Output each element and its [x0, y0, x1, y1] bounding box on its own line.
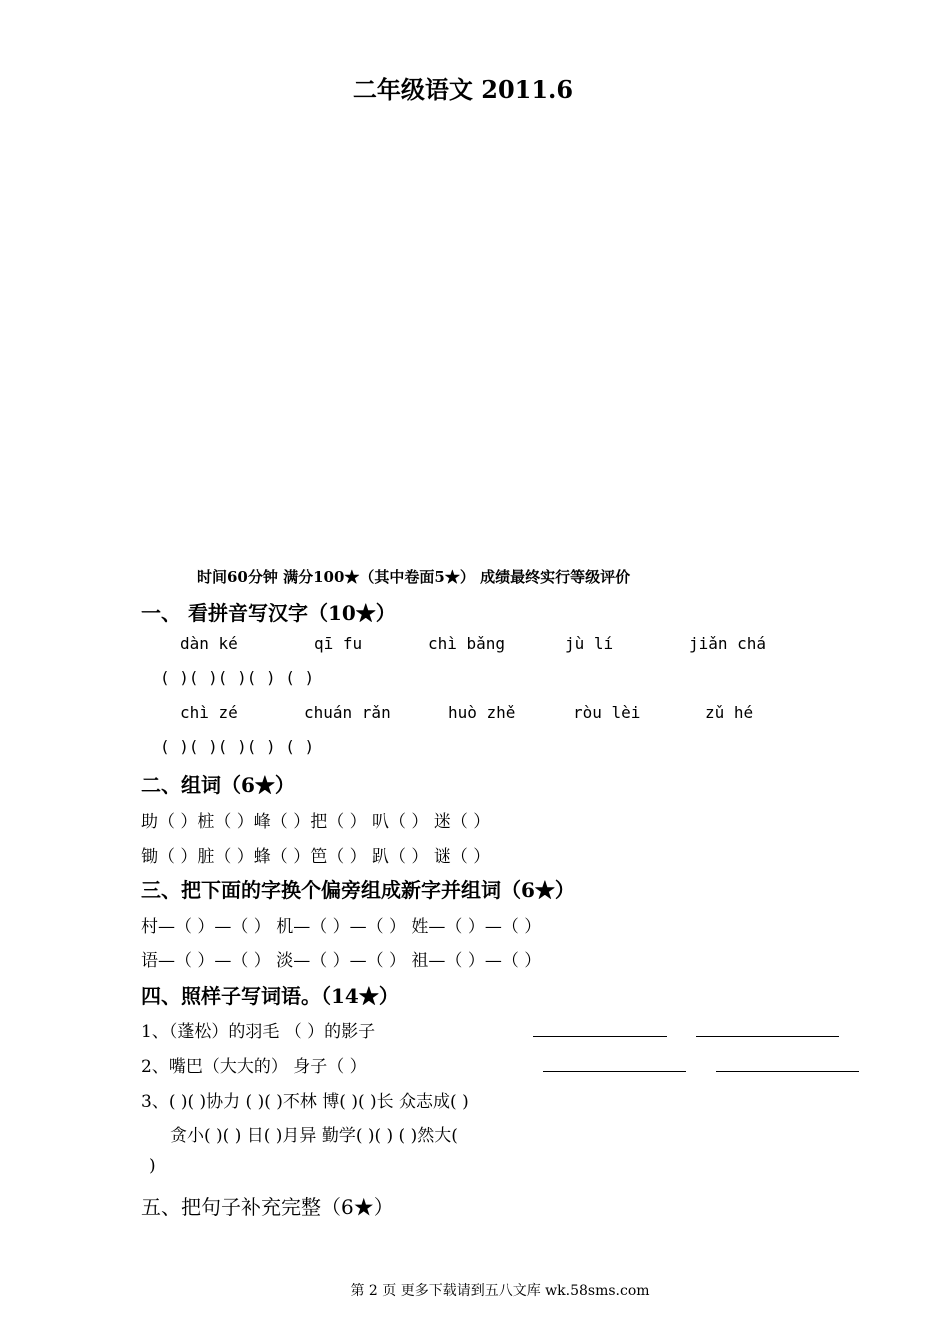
section-5-heading: 五、把句子补充完整（6★）: [141, 1195, 394, 1219]
example-row[interactable]: 1、（蓬松）的羽毛 （ ）的影子: [141, 1022, 376, 1042]
radical-row[interactable]: 村—（ ）—（ ） 机—（ ）—（ ） 姓—（ ）—（ ）: [141, 917, 542, 937]
answer-line[interactable]: [533, 1036, 667, 1037]
idiom-row[interactable]: 贪小( )( ) 日( )月异 勤学( )( ) ( )然大(: [170, 1126, 458, 1146]
pinyin-item: chì bǎng: [428, 634, 506, 653]
section-4-heading: 四、照样子写词语。（14★）: [141, 984, 399, 1008]
pinyin-item: huò zhě: [448, 703, 516, 722]
page-footer: 第 2 页 更多下载请到五八文库 wk.58sms.com: [350, 1283, 650, 1299]
answer-line[interactable]: [543, 1071, 686, 1072]
exam-info: 时间60分钟 满分100★（其中卷面5★） 成绩最终实行等级评价: [197, 568, 631, 586]
idiom-row-continuation: ): [149, 1156, 156, 1176]
idiom-row[interactable]: 3、( )( )协力 ( )( )不林 博( )( )长 众志成( ): [141, 1092, 469, 1112]
word-group-row[interactable]: 锄（ ）脏（ ）蜂（ ）笆（ ） 趴（ ） 谜（ ）: [141, 847, 491, 867]
example-row[interactable]: 2、嘴巴（大大的） 身子（ ）: [141, 1057, 367, 1077]
section-2-heading: 二、组词（6★）: [141, 773, 295, 797]
answer-line[interactable]: [716, 1071, 859, 1072]
pinyin-item: chuán rǎn: [304, 703, 391, 722]
word-group-row[interactable]: 助（ ）桩（ ）峰（ ）把（ ） 叭（ ） 迷（ ）: [141, 812, 491, 832]
pinyin-item: jiǎn chá: [689, 634, 767, 653]
section-3-heading: 三、把下面的字换个偏旁组成新字并组词（6★）: [141, 878, 575, 902]
pinyin-item: chì zé: [180, 703, 238, 722]
pinyin-item: zǔ hé: [705, 703, 754, 722]
pinyin-item: dàn ké: [180, 634, 238, 653]
radical-row[interactable]: 语—（ ）—（ ） 淡—（ ）—（ ） 祖—（ ）—（ ）: [141, 951, 542, 971]
pinyin-item: ròu lèi: [573, 703, 641, 722]
answer-line[interactable]: [696, 1036, 839, 1037]
answer-brackets[interactable]: ( )( )( )( ) ( ): [160, 668, 315, 687]
section-1-heading: 一、 看拼音写汉字（10★）: [141, 601, 396, 625]
page-title: 二年级语文 2011.6: [352, 75, 574, 104]
pinyin-item: jù lí: [565, 634, 614, 653]
answer-brackets[interactable]: ( )( )( )( ) ( ): [160, 737, 315, 756]
pinyin-item: qī fu: [314, 634, 363, 653]
